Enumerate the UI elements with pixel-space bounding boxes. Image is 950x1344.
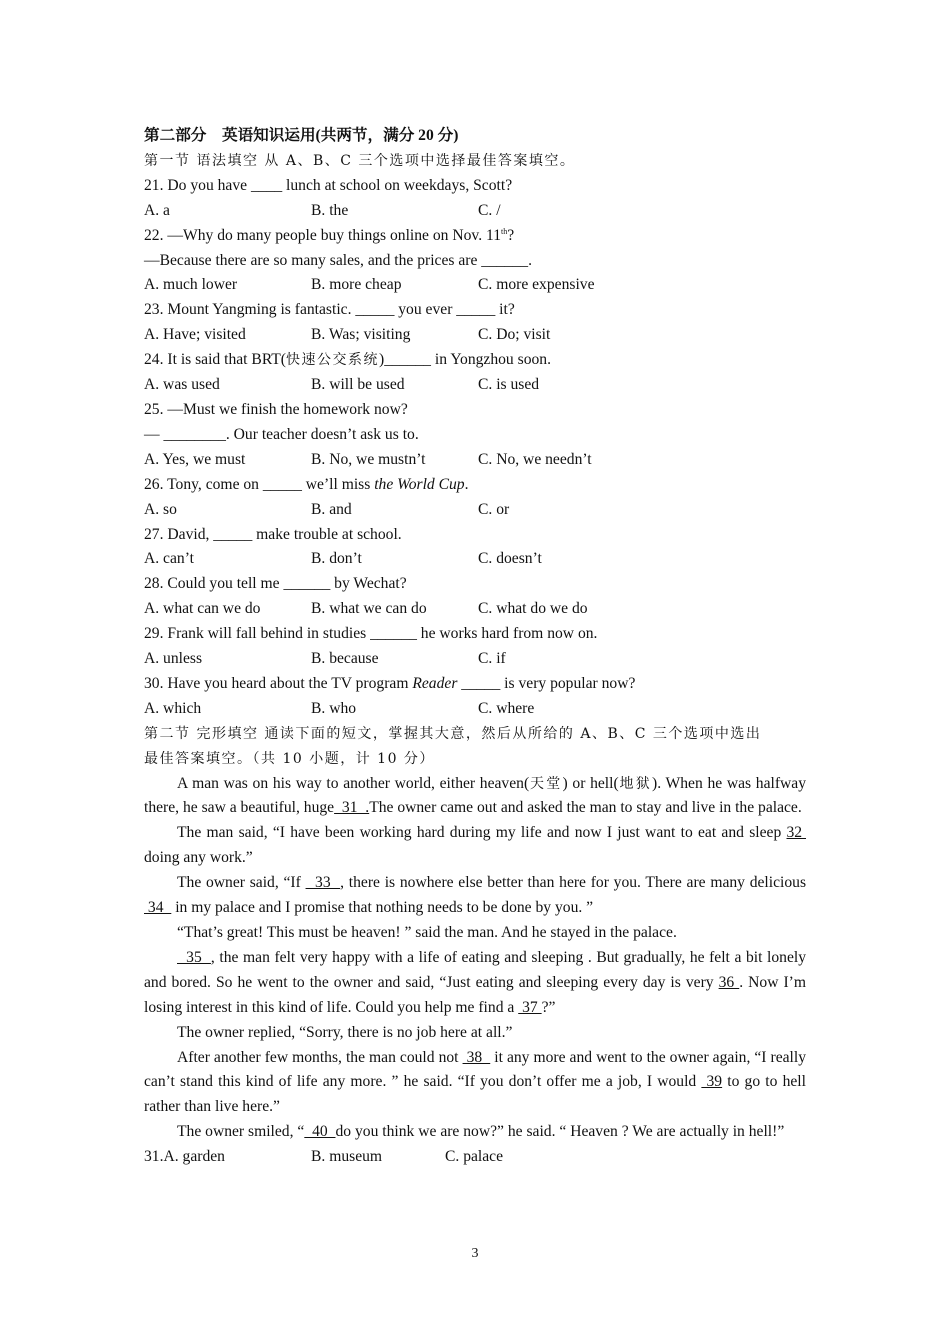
program-title-italic: Reader <box>412 674 458 692</box>
option-c: C. Do; visit <box>478 326 551 344</box>
passage-paragraph-4: “That’s great! This must be heaven! ” said the man. And he stayed in the palace. <box>177 924 677 941</box>
passage-paragraph-8 <box>144 1120 806 1145</box>
option-b: B. will be used <box>311 376 405 394</box>
option-b: B. what we can do <box>311 600 427 618</box>
page-content <box>144 124 806 1170</box>
blank-34: 34 <box>144 899 172 917</box>
option-a: A. was used <box>144 376 220 394</box>
question-23-options <box>144 323 806 348</box>
question-28-stem: 28. Could you tell me ______ by Wechat? <box>144 575 407 593</box>
text: After another few months, the man could not <box>177 1048 463 1066</box>
option-a: A. what can we do <box>144 600 261 618</box>
option-c: C. or <box>478 500 510 518</box>
question-23-stem: 23. Mount Yangming is fantastic. _____ you ever _____ it? <box>144 301 515 319</box>
option-a: A. which <box>144 699 202 717</box>
text: The owner came out and asked the man to stay and live in the palace. <box>369 799 802 817</box>
title-italic: the World Cup <box>374 475 465 493</box>
text: ?” <box>541 998 556 1016</box>
question-30-stem-tail: _____ is very popular now? <box>457 674 636 692</box>
option-a: 31.A. garden <box>144 1148 225 1166</box>
question-22-stem <box>144 224 806 249</box>
passage-paragraph-6: The owner replied, “Sorry, there is no job here at all.” <box>177 1023 513 1041</box>
chinese-gloss: 地狱 <box>618 775 653 792</box>
passage-paragraph-5 <box>144 946 806 1021</box>
blank-35: 35 <box>177 948 211 966</box>
question-28-options <box>144 597 806 622</box>
passage-paragraph-7 <box>144 1046 806 1121</box>
option-a: A. Yes, we must <box>144 450 246 468</box>
text: The owner smiled, “ <box>177 1123 305 1141</box>
blank-39: 39 <box>701 1073 723 1091</box>
question-27-options <box>144 547 806 572</box>
chinese-gloss: 天堂 <box>529 775 563 792</box>
passage-paragraph-3 <box>144 871 806 921</box>
question-25-stem: 25. —Must we finish the homework now? <box>144 400 408 418</box>
question-30-options <box>144 697 806 722</box>
text: in my palace and I promise that nothing needs to be done by you. ” <box>171 899 594 917</box>
option-b: B. museum <box>311 1148 383 1166</box>
blank-36: 36 <box>718 973 740 991</box>
option-b: B. because <box>311 650 379 668</box>
option-b: B. the <box>311 201 349 219</box>
question-22-options <box>144 273 806 298</box>
question-27-stem: 27. David, _____ make trouble at school. <box>144 525 402 543</box>
option-a: A. unless <box>144 650 203 668</box>
option-c: C. if <box>478 650 506 668</box>
period: . <box>464 475 469 493</box>
blank-32: 32 <box>786 824 806 842</box>
question-26-stem-text: 26. Tony, come on _____ we’ll miss <box>144 475 375 493</box>
option-b: B. more cheap <box>311 276 402 294</box>
question-29-stem: 29. Frank will fall behind in studies ______ he works hard from now on. <box>144 625 598 643</box>
text: ). When he was halfway there, he saw a beautiful, huge <box>144 774 807 817</box>
text: do you think we are now?” he said. “ Heaven ? We are actually in hell!” <box>335 1123 785 1141</box>
option-b: B. don’t <box>311 550 362 568</box>
question-22-answer-stem: —Because there are so many sales, and the prices are ______. <box>144 251 532 269</box>
text: The man said, “I have been working hard during my life and now I just want to eat and sleep <box>177 824 787 842</box>
blank-38: 38 <box>462 1048 491 1066</box>
text: , there is nowhere else better than here for you. There are many delicious <box>340 874 807 892</box>
option-b: B. who <box>311 699 357 717</box>
section2-title-continued: 最佳答案填空。（共 10 小题，计 10 分） <box>144 750 435 767</box>
question-24-stem-tail: )______ in Yongzhou soon. <box>379 351 551 369</box>
option-a: A. can’t <box>144 550 194 568</box>
question-25-answer-stem: — ________. Our teacher doesn’t ask us to. <box>144 425 419 443</box>
option-b: B. No, we mustn’t <box>311 450 426 468</box>
question-30-stem <box>144 672 806 697</box>
passage-paragraph-2 <box>144 821 806 871</box>
option-a: A. a <box>144 201 170 219</box>
option-c: C. / <box>478 201 501 219</box>
question-24-stem <box>144 348 806 373</box>
superscript-th: th <box>501 226 508 236</box>
option-c: C. what do we do <box>478 600 588 618</box>
text: The owner said, “If <box>177 874 306 892</box>
question-26-stem <box>144 473 806 498</box>
question-21-stem: 21. Do you have ____ lunch at school on weekdays, Scott? <box>144 176 513 194</box>
text: . Now I’m losing interest in this kind of life. Could you help me find a <box>144 973 807 1016</box>
page-number: 3 <box>471 1246 479 1261</box>
text: it any more and went to the owner again, “I really can’t stand this kind of life any more. ” he said. “If you don’t offer me a job, I would <box>144 1048 807 1091</box>
blank-37: 37 <box>518 998 542 1016</box>
option-c: C. No, we needn’t <box>478 450 592 468</box>
question-22-stem-text: 22. —Why do many people buy things online on Nov. 11 <box>144 226 502 244</box>
blank-33: 33 <box>305 874 341 892</box>
option-c: C. doesn’t <box>478 550 542 568</box>
option-c: C. palace <box>445 1148 504 1166</box>
question-30-stem-text: 30. Have you heard about the TV program <box>144 674 413 692</box>
question-24-stem-text: 24. It is said that BRT( <box>144 351 286 369</box>
passage-paragraph-1 <box>144 772 806 822</box>
question-31-options <box>144 1145 806 1170</box>
option-c: C. where <box>478 699 535 717</box>
question-25-options <box>144 448 806 473</box>
option-b: B. Was; visiting <box>311 326 411 344</box>
option-a: A. so <box>144 500 177 518</box>
text: ) or hell( <box>562 774 619 792</box>
option-a: A. much lower <box>144 276 238 294</box>
question-mark: ? <box>507 226 515 244</box>
option-c: C. more expensive <box>478 276 595 294</box>
question-29-options <box>144 647 806 672</box>
text: to go to hell rather than live here.” <box>144 1073 806 1116</box>
chinese-gloss: 快速公交系统 <box>286 352 379 369</box>
section1-title: 第一节 语法填空 从 A、B、C 三个选项中选择最佳答案填空。 <box>144 152 576 169</box>
text: doing any work.” <box>144 849 253 867</box>
question-24-options <box>144 373 806 398</box>
part-title: 第二部分 英语知识运用(共两节，满分 20 分) <box>144 127 459 144</box>
blank-40: 40 <box>304 1123 336 1141</box>
option-a: A. Have; visited <box>144 326 246 344</box>
text: A man was on his way to another world, either heaven( <box>177 774 530 792</box>
question-21-options <box>144 199 806 224</box>
text: , the man felt very happy with a life of eating and sleeping . But gradually, he felt a bit lonely and bored. So he went to the owner and said, “Just eating and sleeping every day is very <box>144 948 806 991</box>
question-26-options <box>144 498 806 523</box>
option-b: B. and <box>311 500 352 518</box>
blank-31: 31 . <box>334 799 370 817</box>
option-c: C. is used <box>478 376 540 394</box>
section2-title: 第二节 完形填空 通读下面的短文，掌握其大意，然后从所给的 A、B、C 三个选项中选出 <box>144 725 762 742</box>
